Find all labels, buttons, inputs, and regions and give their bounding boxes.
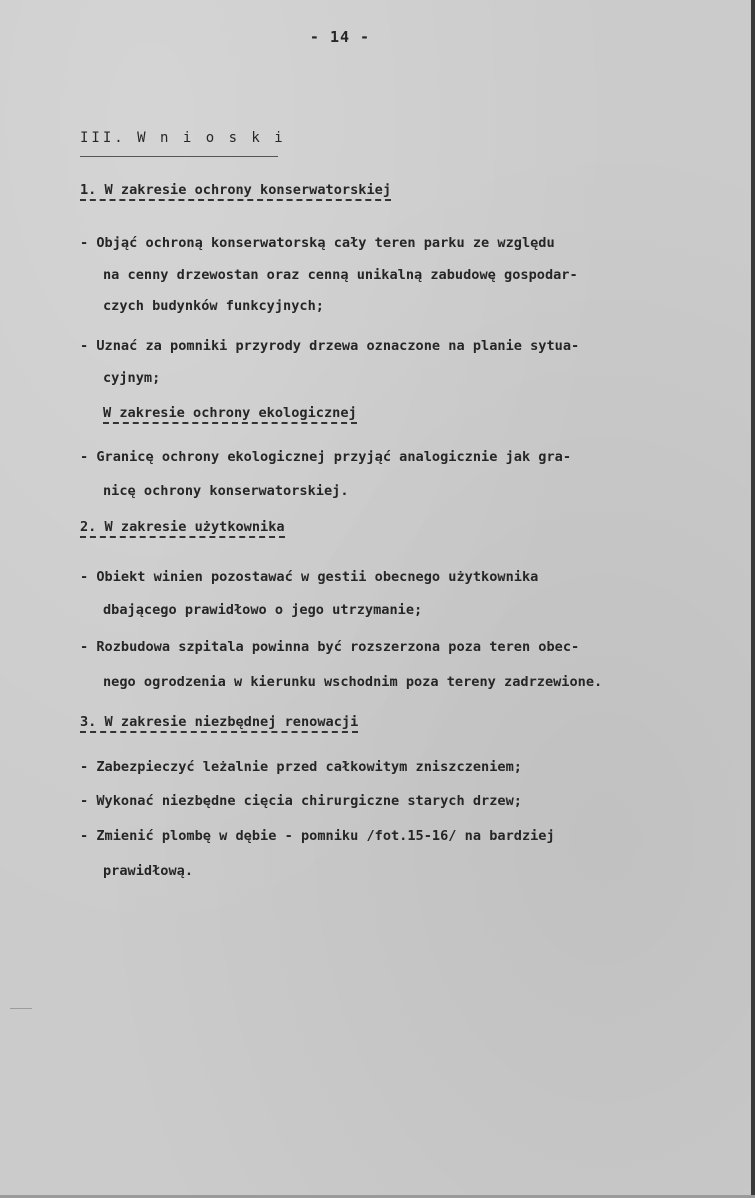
body-text-line: - Zabezpieczyć leżalnie przed całkowitym zniszczeniem; <box>80 759 522 775</box>
scan-edge-right <box>751 0 755 1198</box>
body-text-line: - Zmienić plombę w dębie - pomniku /fot.15-16/ na bardziej <box>80 828 555 844</box>
body-text-line: - Rozbudowa szpitala powinna być rozszerzona poza teren obec- <box>80 639 580 655</box>
body-text-line: cyjnym; <box>103 370 161 386</box>
body-text-line: prawidłową. <box>103 863 194 879</box>
section-subheading: 2. W zakresie użytkownika <box>80 518 285 536</box>
body-text-line: nicę ochrony konserwatorskiej. <box>103 483 349 499</box>
section-subheading: 3. W zakresie niezbędnej renowacji <box>80 713 358 731</box>
section-subheading: W zakresie ochrony ekologicznej <box>103 404 357 422</box>
section-heading: III. W n i o s k i <box>80 130 286 146</box>
section-subheading: 1. W zakresie ochrony konserwatorskiej <box>80 181 391 199</box>
body-text-line: na cenny drzewostan oraz cenną unikalną zabudowę gospodar- <box>103 267 578 283</box>
body-text-line: - Obiekt winien pozostawać w gestii obecnego użytkownika <box>80 569 539 585</box>
scan-mark <box>10 1008 32 1009</box>
body-text-line: - Uznać za pomniki przyrody drzewa oznaczone na planie sytua- <box>80 338 580 354</box>
body-text-line: czych budynków funkcyjnych; <box>103 298 324 314</box>
body-text-line: dbającego prawidłowo o jego utrzymanie; <box>103 602 423 618</box>
body-text-line: - Objąć ochroną konserwatorską cały teren parku ze względu <box>80 235 555 251</box>
body-text-line: nego ogrodzenia w kierunku wschodnim poza tereny zadrzewione. <box>103 674 603 690</box>
heading-underline <box>80 156 278 157</box>
body-text-line: - Granicę ochrony ekologicznej przyjąć analogicznie jak gra- <box>80 449 572 465</box>
body-text-line: - Wykonać niezbędne cięcia chirurgiczne starych drzew; <box>80 793 522 809</box>
page-number: - 14 - <box>309 28 371 46</box>
